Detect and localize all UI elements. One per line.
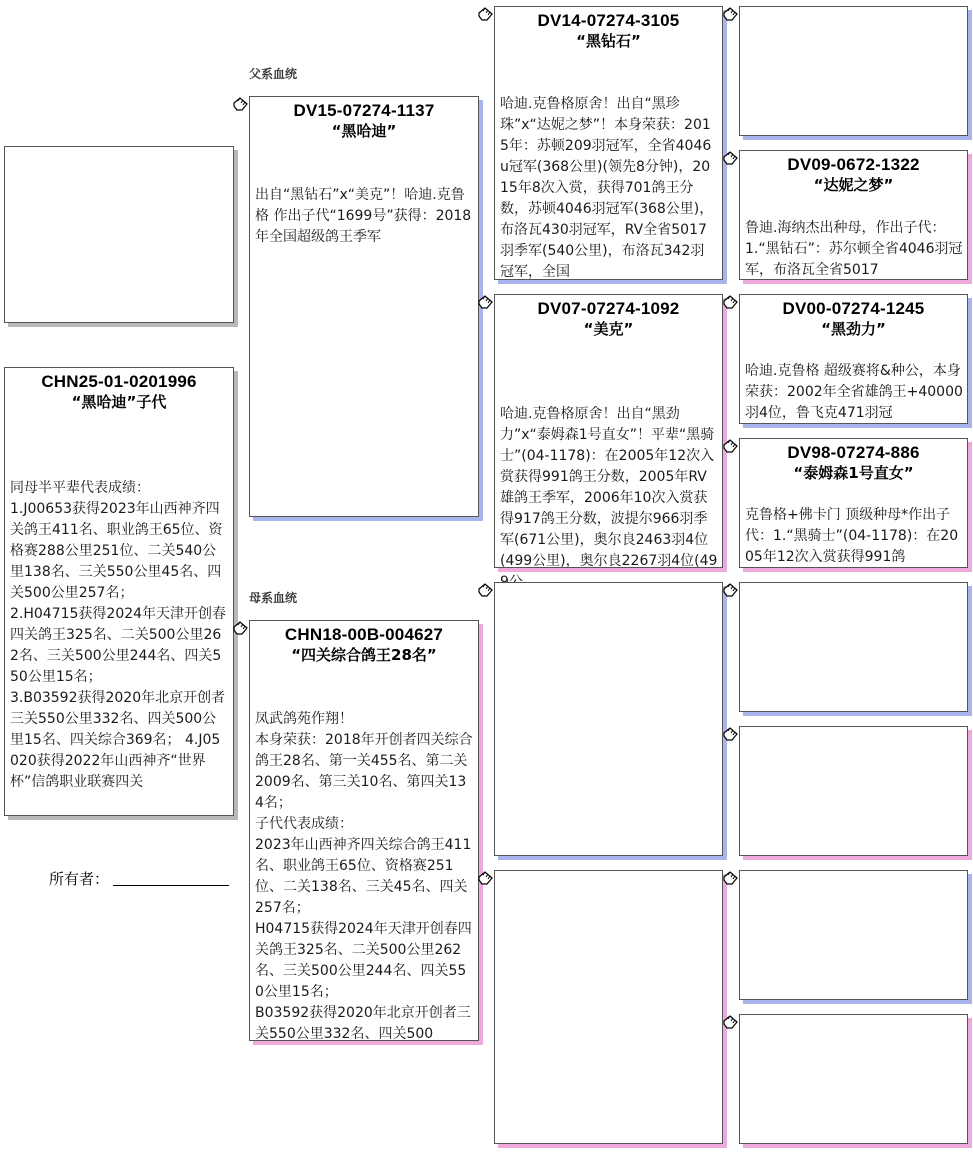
dam-dam-card[interactable] — [494, 870, 723, 1144]
sds-name: “黑劲力” — [821, 320, 886, 338]
sdd-card[interactable] — [739, 438, 968, 568]
sire-sire-ring-number: DV14-07274-3105 — [537, 11, 680, 30]
dam-name: “四关综合鸽王28名” — [291, 646, 437, 664]
edit-hand-icon[interactable] — [477, 295, 494, 311]
owner-input-line[interactable] — [113, 885, 229, 886]
edit-hand-icon[interactable] — [232, 621, 249, 637]
dam-ring-number: CHN18-00B-004627 — [284, 625, 444, 644]
dsd-card[interactable] — [739, 726, 968, 856]
edit-hand-icon[interactable] — [722, 7, 739, 23]
sds-ring-number: DV00-07274-1245 — [782, 299, 925, 318]
dam-description: 凤武鸽苑作翔！ 本身荣获：2018年开创者四关综合鸽王28名、第一关455名、第二关2009名、第三关10名、第四关134名； 子代代表成绩： 2023年山西神齐四关综合鸽王411名、职业鸽王65位、资格赛251位、二关138名、三关45名、四关257名； H04715获得2024年天津开创春四关鸽王325名、二关500公里262名、三关500公里244名、四关550公里15名； B03592获得2020年北京开创者三关550公里332名、四关500 — [255, 711, 473, 1042]
sire-sire-description: 哈迪.克鲁格原舍！出自“黑珍珠”x“达妮之梦”！本身荣获：2015年：苏顿209羽冠军，全省4046u冠军(368公里)(领先8分钟)，2015年8次入赏，获得701鸽王分数，苏顿4046羽冠军(368公里)，布洛瓦430羽冠军，RV全省5017羽季军(540公里)，布洛瓦342羽冠军，全国 — [500, 96, 714, 280]
paternal-lineage-label: 父系血统 — [249, 67, 298, 81]
sdd-name: “泰姆森1号直女” — [793, 464, 914, 482]
owner-label: 所有者： — [49, 870, 110, 888]
ssd-card[interactable] — [739, 150, 968, 280]
sire-dam-name: “美克” — [583, 320, 634, 338]
edit-hand-icon[interactable] — [477, 871, 494, 887]
edit-hand-icon[interactable] — [722, 871, 739, 887]
dss-card[interactable] — [739, 582, 968, 712]
sire-description: 出自“黑钻石”x“美克”！哈迪.克鲁格 作出子代“1699号”获得：2018年全国超级鸽王季军 — [255, 187, 472, 245]
subject-name: “黑哈迪”子代 — [71, 393, 167, 411]
maternal-lineage-label: 母系血统 — [249, 591, 298, 605]
edit-hand-icon[interactable] — [722, 439, 739, 455]
ssd-name: “达妮之梦” — [813, 176, 894, 194]
ssd-ring-number: DV09-0672-1322 — [787, 155, 920, 174]
subject-ring-number: CHN25-01-0201996 — [41, 372, 197, 391]
edit-hand-icon[interactable] — [477, 7, 494, 23]
sire-name: “黑哈迪” — [331, 122, 397, 140]
sire-ring-number: DV15-07274-1137 — [293, 101, 435, 120]
sire-dam-description: 哈迪.克鲁格原舍！出自“黑劲力”x“泰姆森1号直女”！平辈“黑骑士”(04-1178)：在2005年12次入赏获得991鸽王分数，2005年RV雄鸽王季军，2006年10次入赏获得917鸽王分数，波提尔966羽季军(671公里)，奥尔良2463羽4位(499公里)，奥尔良2267羽4位(49 — [500, 406, 718, 569]
sds-description: 哈迪.克鲁格 超级赛将&种公，本身荣获：2002年全省雄鸽王+40000羽4位，鲁飞克471羽冠 — [745, 363, 963, 421]
edit-hand-icon[interactable] — [232, 97, 249, 113]
sire-sire-name: “黑钻石” — [576, 32, 641, 50]
subject-description: 同母半平辈代表成绩： 1.J00653获得2023年山西神齐四关鸽王411名、职业鸽王65位、资格赛288公里251位、二关540公里138名、三关550公里45名、四关500公里257名； 2.H04715获得2024年天津开创春四关鸽王325名、二关500公里262名、三关500公里244名、四关550公里15名； 3.B03592获得2020年北京开创者三关550公里332名、四关500公里15名、四关综合369名； 4.J05020获得2022年山西神齐“世界杯”信鸽职业联赛四关 — [10, 480, 227, 790]
sire-dam-card[interactable] — [494, 294, 723, 568]
edit-hand-icon[interactable] — [722, 151, 739, 167]
edit-hand-icon[interactable] — [722, 727, 739, 743]
dam-card[interactable] — [249, 620, 479, 1041]
ssd-description: 鲁迪.海纳杰出种母，作出子代：1.“黑钻石”：苏尔顿全省4046羽冠军，布洛瓦全省5017 — [745, 220, 963, 278]
edit-hand-icon[interactable] — [722, 295, 739, 311]
sire-sire-card[interactable] — [494, 6, 723, 280]
edit-hand-icon[interactable] — [477, 583, 494, 599]
ddd-card[interactable] — [739, 1014, 968, 1144]
dds-card[interactable] — [739, 870, 968, 1000]
photo-frame — [4, 146, 234, 323]
dam-sire-card[interactable] — [494, 582, 723, 856]
sss-card[interactable] — [739, 6, 968, 136]
sire-dam-ring-number: DV07-07274-1092 — [537, 299, 680, 318]
edit-hand-icon[interactable] — [722, 1015, 739, 1031]
sds-card[interactable] — [739, 294, 968, 424]
sdd-ring-number: DV98-07274-886 — [787, 443, 920, 462]
sire-card[interactable] — [249, 96, 479, 517]
edit-hand-icon[interactable] — [722, 583, 739, 599]
sdd-description: 克鲁格+佛卡门 顶级种母*作出子代：1.“黑骑士”(04-1178)：在2005年12次入赏获得991鸽 — [745, 507, 959, 565]
subject-card[interactable] — [4, 367, 234, 816]
